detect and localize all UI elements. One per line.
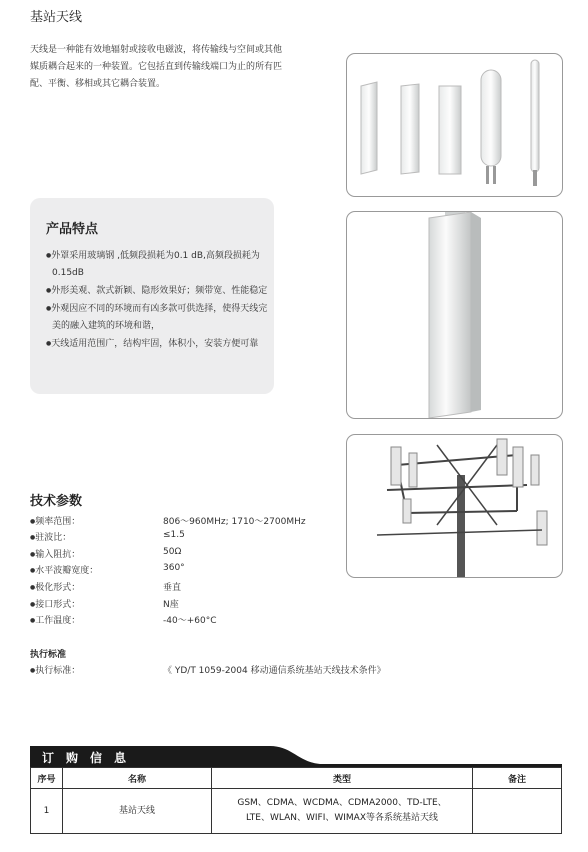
feature-item: ● 外观因应不同的环境而有凶多款可供选择，使得天线完美的融入建筑的环境和谐， [46, 300, 268, 335]
features-panel [30, 198, 274, 394]
page-title: 基站天线 [30, 10, 83, 25]
order-table [30, 767, 562, 834]
spec-value: 50Ω [163, 547, 182, 557]
intro-paragraph: 天线是一种能有效地辐射或接收电磁波，将传输线与空间或其他媒质耦合起来的一种装置。它包括直到传输线端口为止的所有匹配、平衡、移相或其它耦合装置。 [30, 45, 283, 89]
spec-row-frequency [30, 514, 330, 530]
cell-type [212, 789, 473, 834]
cell-type-line: GSM、CDMA、WCDMA、CDMA2000、TD-LTE、 [237, 798, 447, 808]
tower-antennas-photo [346, 434, 563, 578]
spec-row-vswr [30, 530, 330, 546]
spec-key: ● 输入阻抗： [30, 547, 80, 560]
spec-key: ● 工作温度： [30, 613, 80, 626]
standard-key: ● 执行标准： [30, 666, 80, 676]
spec-row-polarization [30, 580, 330, 596]
feature-item: ● 外罩采用玻璃钢 ,低频段损耗为0.1 dB,高频段损耗为0.15dB [46, 247, 268, 282]
spec-value: 360° [163, 563, 185, 573]
header-no: 序号 [31, 768, 63, 789]
features-list [46, 247, 268, 353]
specs-heading: 技术参数 [30, 494, 83, 509]
cell-name: 基站天线 [63, 789, 212, 834]
spec-value: 垂直 [163, 583, 182, 593]
spec-row-connector [30, 597, 330, 613]
standard-value: 《 YD/T 1059-2004 移动通信系统基站天线技术条件》 [163, 666, 386, 676]
order-header-row [31, 768, 562, 789]
antenna-lineup-photo [346, 53, 563, 197]
standard-heading: 执行标准 [30, 650, 67, 660]
features-heading: 产品特点 [46, 222, 99, 237]
cell-type-line: LTE、WLAN、WIFI、WIMAX等各系统基站天线 [246, 813, 438, 823]
cell-no: 1 [31, 789, 63, 834]
spec-row-temperature [30, 613, 330, 629]
spec-value: ≤1.5 [163, 530, 185, 540]
spec-key: ● 接口形式： [30, 597, 80, 610]
spec-value: -40～+60°C [163, 616, 217, 626]
spec-key: ● 极化形式： [30, 580, 80, 593]
feature-item: ● 天线适用范围广，结构牢固，体积小，安装方便可靠 [46, 335, 268, 353]
cell-note [473, 789, 562, 834]
header-note: 备注 [473, 768, 562, 789]
order-title: 订购信息 [42, 751, 139, 765]
spec-row-impedance [30, 547, 330, 563]
spec-key: ● 驻波比： [30, 530, 71, 543]
header-type: 类型 [212, 768, 473, 789]
order-title-bar [30, 746, 562, 768]
feature-item: ● 外形美观、款式新颖、隐形效果好；频带宽、性能稳定 [46, 282, 268, 300]
spec-value: N座 [163, 600, 179, 610]
panel-antenna-photo [346, 211, 563, 419]
spec-key: ● 频率范围： [30, 514, 80, 527]
standard-row [30, 663, 550, 677]
spec-value: 806～960MHz; 1710～2700MHz [163, 517, 306, 527]
table-row [31, 789, 562, 834]
header-name: 名称 [63, 768, 212, 789]
spec-key: ● 水平波瓣宽度： [30, 563, 98, 576]
spec-row-beamwidth [30, 563, 330, 579]
